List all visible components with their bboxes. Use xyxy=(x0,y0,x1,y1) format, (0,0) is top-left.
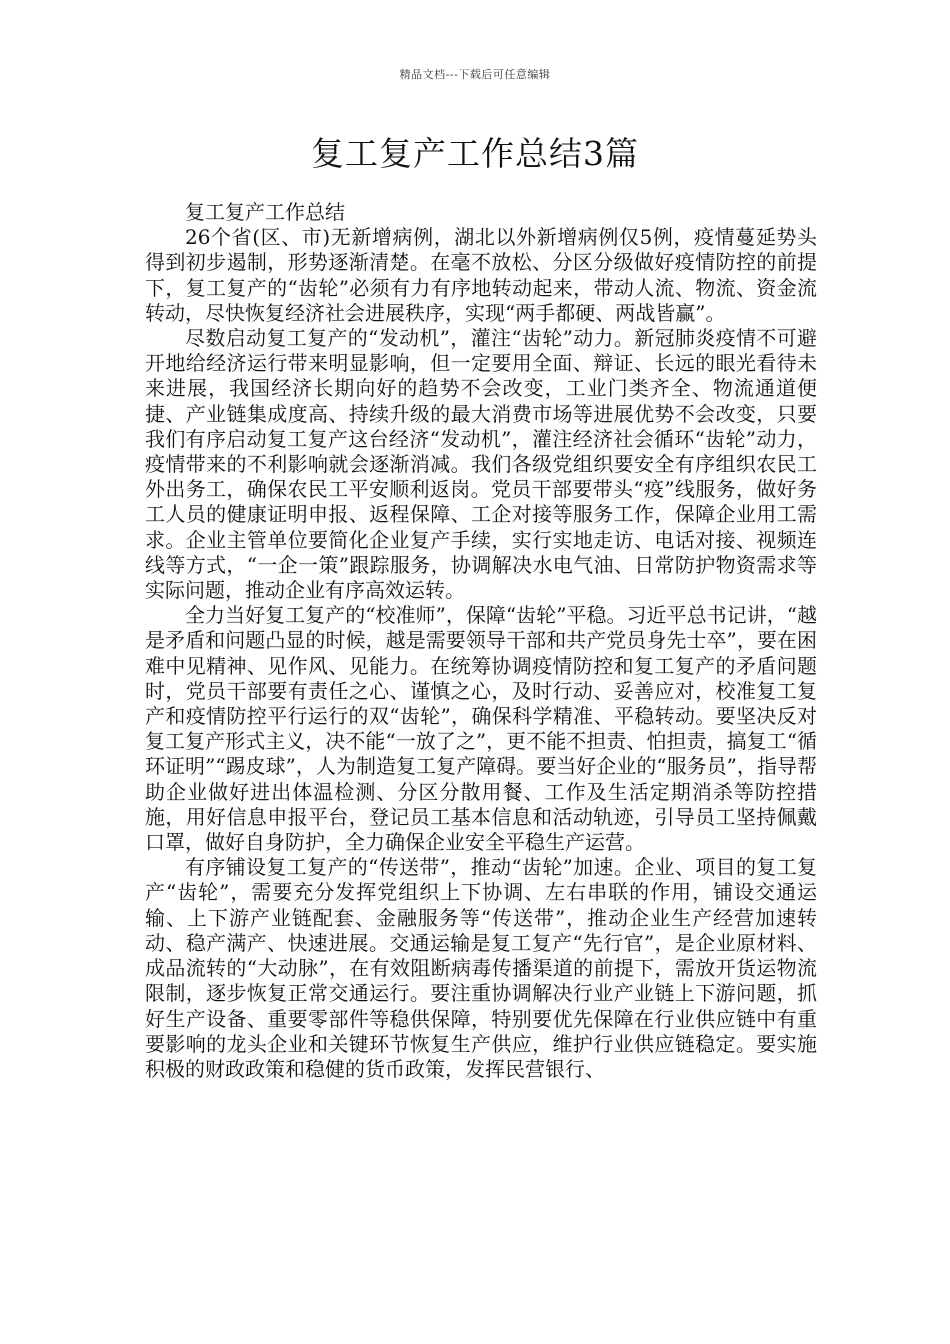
document-body xyxy=(145,200,817,1082)
paragraph-3: 全力当好复工复产的“校准师”，保障“齿轮”平稳。习近平总书记讲，“越是矛盾和问题凸显的时候，越是需要领导干部和共产党员身先士卒”，要在困难中见精神、见作风、见能力。在统筹协调疫情防控和复工复产的矛盾问题时，党员干部要有责任之心、谨慎之心，及时行动、妥善应对，校准复工复产和疫情防控平行运行的双“齿轮”，确保科学精准、平稳转动。要坚决反对复工复产形式主义，决不能“一放了之”，更不能不担责、怕担责，搞复工“循环证明”“踢皮球”，人为制造复工复产障碍。要当好企业的“服务员”，指导帮助企业做好进出体温检测、分区分散用餐、工作及生活定期消杀等防控措施，用好信息申报平台，登记员工基本信息和活动轨迹，引导员工坚持佩戴口罩，做好自身防护，全力确保企业安全平稳生产运营。 xyxy=(145,603,817,855)
paragraph-4: 有序铺设复工复产的“传送带”，推动“齿轮”加速。企业、项目的复工复产“齿轮”，需要充分发挥党组织上下协调、左右串联的作用，铺设交通运输、上下游产业链配套、金融服务等“传送带”，推动企业生产经营加速转动、稳产满产、快速进展。交通运输是复工复产“先行官”，是企业原材料、成品流转的“大动脉”，在有效阻断病毒传播渠道的前提下，需放开货运物流限制，逐步恢复正常交通运行。要注重协调解决行业产业链上下游问题，抓好生产设备、重要零部件等稳供保障，特别要优先保障在行业供应链中有重要影响的龙头企业和关键环节恢复生产供应，维护行业供应链稳定。要实施积极的财政政策和稳健的货币政策，发挥民营银行、 xyxy=(145,855,817,1081)
header-note: 精品文档---下载后可任意编辑 xyxy=(399,68,551,81)
section-subtitle: 复工复产工作总结 xyxy=(185,200,345,224)
document-title: 复工复产工作总结3篇 xyxy=(311,134,639,173)
paragraph-2: 尽数启动复工复产的“发动机”，灌注“齿轮”动力。新冠肺炎疫情不可避开地给经济运行带来明显影响，但一定要用全面、辩证、长远的眼光看待未来进展，我国经济长期向好的趋势不会改变，工业门类齐全、物流通道便捷、产业链集成度高、持续升级的最大消费市场等进展优势不会改变，只要我们有序启动复工复产这台经济“发动机”，灌注经济社会循环“齿轮”动力，疫情带来的不利影响就会逐渐消减。我们各级党组织要安全有序组织农民工外出务工，确保农民工平安顺利返岗。党员干部要带头“疫”线服务，做好务工人员的健康证明申报、返程保障、工企对接等服务工作，保障企业用工需求。企业主管单位要简化企业复产手续，实行实地走访、电话对接、视频连线等方式，“一企一策”跟踪服务，协调解决水电气油、日常防护物资需求等实际问题，推动企业有序高效运转。 xyxy=(145,326,817,603)
paragraph-1: 26个省(区、市)无新增病例，湖北以外新增病例仅5例，疫情蔓延势头得到初步遏制，形势逐渐清楚。在毫不放松、分区分级做好疫情防控的前提下，复工复产的“齿轮”必须有力有序地转动起来，带动人流、物流、资金流转动，尽快恢复经济社会进展秩序，实现“两手都硬、两战皆赢”。 xyxy=(145,225,817,325)
